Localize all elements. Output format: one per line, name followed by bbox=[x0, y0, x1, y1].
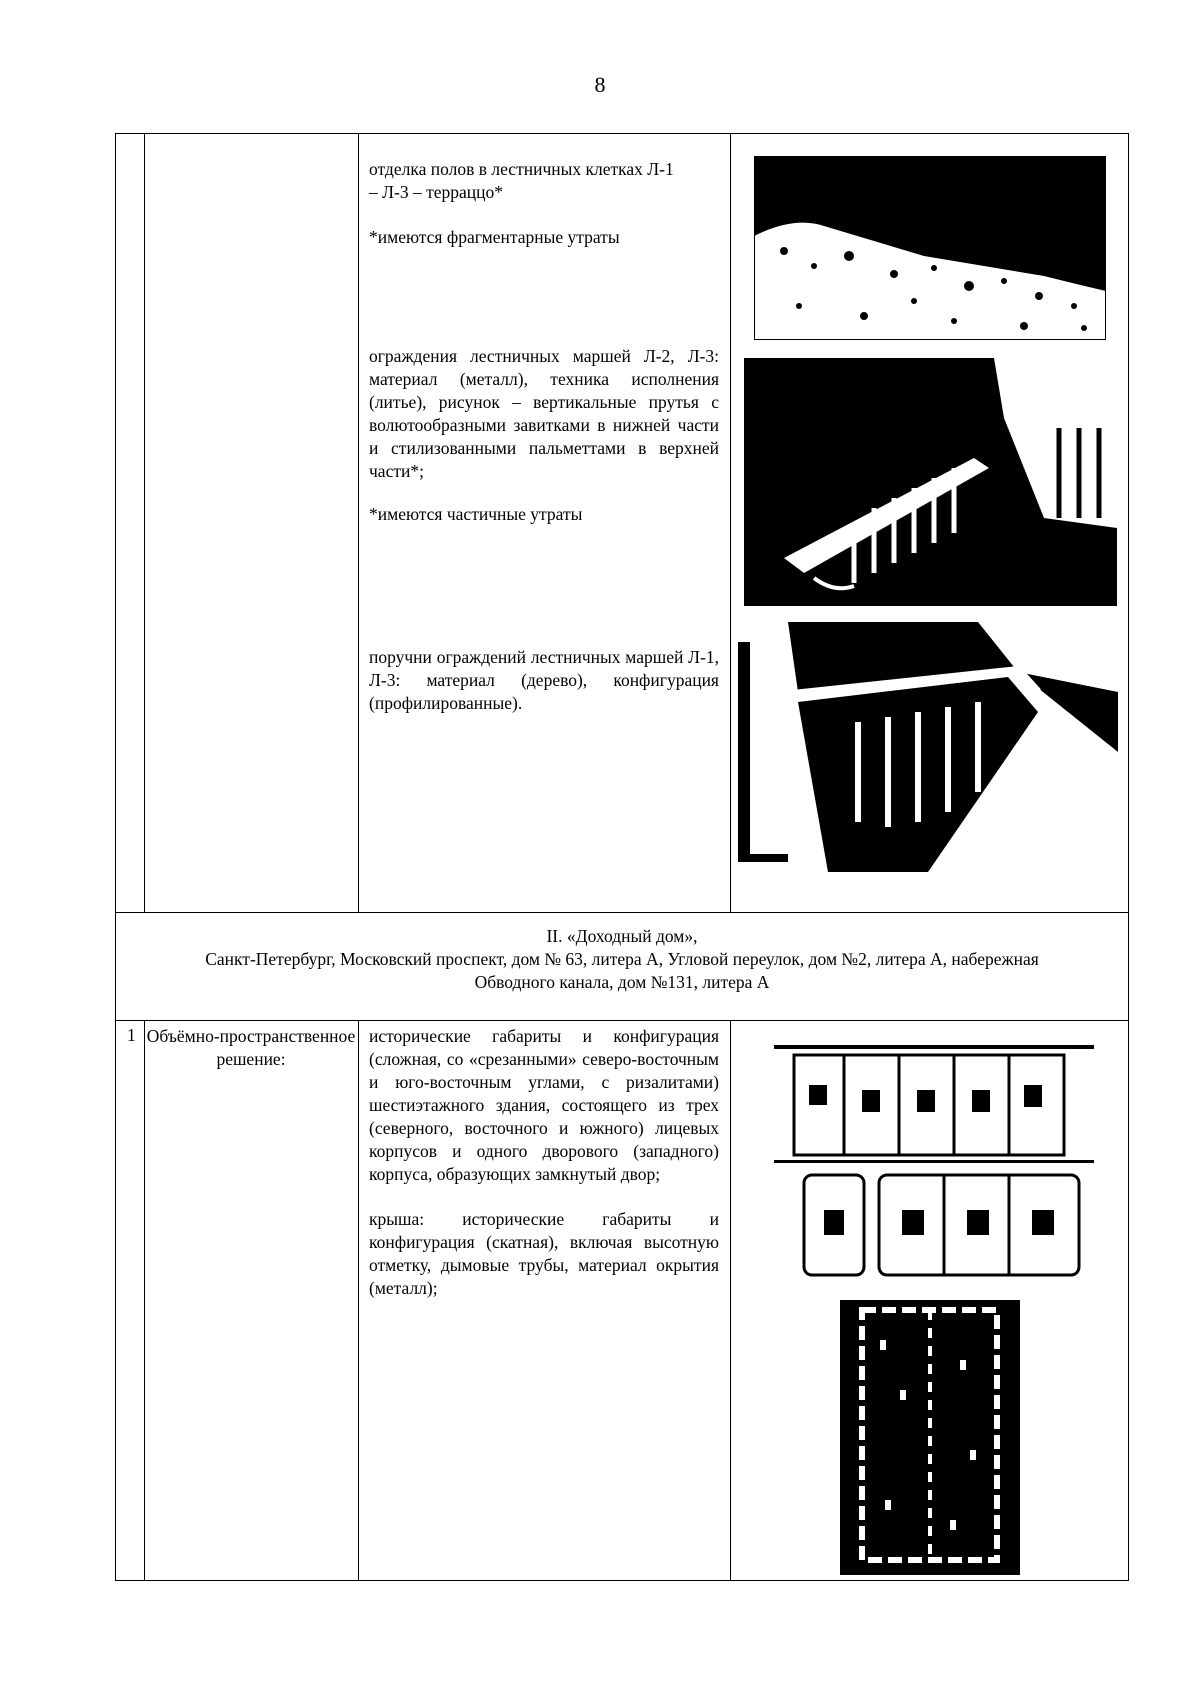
site-plan-map bbox=[774, 1040, 1094, 1290]
roof-aerial-photo bbox=[840, 1300, 1020, 1575]
item-floor-finish bbox=[369, 158, 719, 249]
item-floor-finish-line2: – Л-3 – терраццо* bbox=[369, 182, 503, 202]
table-divider bbox=[358, 1020, 359, 1581]
table-divider bbox=[144, 1020, 145, 1581]
page-number: 8 bbox=[594, 72, 606, 97]
table-divider bbox=[730, 1020, 731, 1581]
section-header-line2: Санкт-Петербург, Московский проспект, дом № 63, литера А, Угловой переулок, дом №2, литера А, набережная bbox=[205, 949, 1039, 969]
row1-description bbox=[369, 1025, 719, 1320]
row-number: 1 bbox=[127, 1025, 136, 1045]
item-handrails-text: поручни ограждений лестничных маршей Л-1, Л-3: материал (дерево), конфигурация (профилированные). bbox=[369, 647, 719, 713]
section-header bbox=[115, 925, 1129, 994]
wooden-handrail-photo bbox=[738, 622, 1118, 872]
table-divider bbox=[144, 133, 145, 912]
section-header-line3: Обводного канала, дом №131, литера А bbox=[474, 972, 770, 992]
item-railings-text: ограждения лестничных маршей Л-2, Л-3: материал (металл), техника исполнения (литье), рисунок – вертикальные прутья с волютообразными завитками в нижней части и стилизованными пальметтами в верхней части*; bbox=[369, 346, 719, 481]
cast-iron-railing-photo bbox=[744, 358, 1117, 606]
row1-para1: исторические габариты и конфигурация (сложная, со «срезанными» северо-восточным и юго-восточным углами, с ризалитами) шестиэтажного здания, состоящего из трех (северного, восточного и южного) лицевых корпусов и одного дворового (западного) корпуса, образующих замкнутый двор; bbox=[369, 1026, 719, 1184]
row-label: Объёмно-пространственное решение: bbox=[146, 1026, 356, 1069]
table-divider bbox=[358, 133, 359, 912]
table-divider bbox=[730, 133, 731, 912]
item-handrails bbox=[369, 646, 719, 735]
section-header-line1: II. «Доходный дом», bbox=[546, 926, 698, 946]
row1-para2: крыша: исторические габариты и конфигурация (скатная), включая высотную отметку, дымовые трубы, материал окрытия (металл); bbox=[369, 1209, 719, 1298]
table-divider bbox=[115, 1020, 1129, 1021]
item-railings-note: *имеются частичные утраты bbox=[369, 504, 583, 524]
table-divider bbox=[115, 912, 1129, 913]
item-floor-finish-line1: отделка полов в лестничных клетках Л-1 bbox=[369, 159, 674, 179]
item-floor-finish-note: *имеются фрагментарные утраты bbox=[369, 227, 620, 247]
terrazzo-floor-photo bbox=[754, 156, 1106, 340]
item-railings bbox=[369, 345, 719, 546]
